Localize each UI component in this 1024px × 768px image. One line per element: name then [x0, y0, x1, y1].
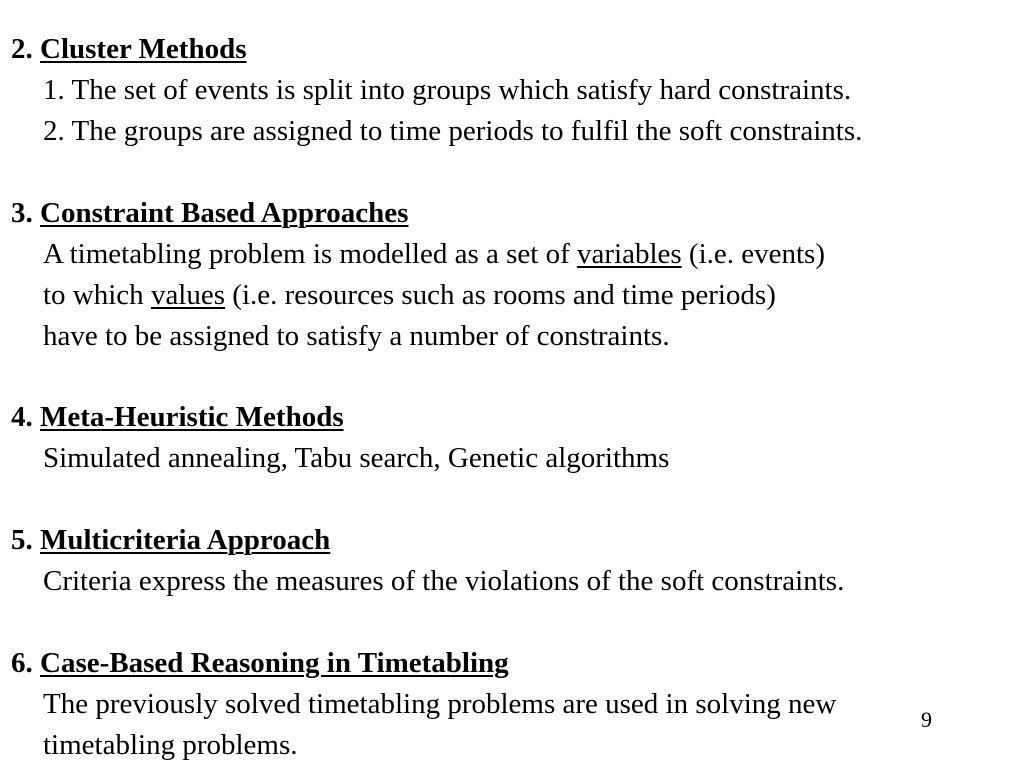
section-6-number: 6.	[11, 647, 33, 679]
section-4-line-1: Simulated annealing, Tabu search, Genetic algorithms	[43, 442, 670, 474]
section-2-number: 2.	[11, 33, 33, 65]
section-2-line-1: 1. The set of events is split into groups which satisfy hard constraints.	[43, 74, 852, 106]
section-5-number: 5.	[11, 524, 33, 556]
term-values: values	[150, 279, 226, 311]
section-6-title: Case-Based Reasoning in Timetabling	[40, 647, 509, 679]
section-2-heading	[11, 31, 246, 67]
section-3-line-2-before: to which	[43, 279, 151, 311]
section-3-line-3: have to be assigned to satisfy a number of constraints.	[43, 320, 670, 352]
section-4-number: 4.	[11, 401, 33, 433]
section-6-line-1: The previously solved timetabling problems are used in solving new	[43, 688, 837, 720]
section-3-line-2-after: (i.e. resources such as rooms and time periods)	[225, 279, 776, 311]
section-6-heading	[11, 645, 509, 681]
term-variables: variables	[576, 238, 682, 270]
section-3-line-2	[43, 277, 776, 313]
section-3-line-1-after: (i.e. events)	[681, 238, 825, 270]
section-5-heading	[11, 522, 330, 558]
section-4-heading	[11, 399, 344, 435]
section-5-title: Multicriteria Approach	[40, 524, 331, 556]
page-number: 9	[921, 707, 932, 732]
section-3-title: Constraint Based Approaches	[40, 197, 409, 229]
section-3-line-1-before: A timetabling problem is modelled as a set of	[43, 238, 577, 270]
section-4-title: Meta-Heuristic Methods	[40, 401, 344, 433]
section-3-number: 3.	[11, 197, 33, 229]
section-5-line-1: Criteria express the measures of the violations of the soft constraints.	[43, 565, 845, 597]
section-6-line-2: timetabling problems.	[43, 729, 298, 761]
section-3-heading	[11, 195, 408, 231]
section-2-title: Cluster Methods	[40, 33, 247, 65]
section-3-line-1	[43, 236, 825, 272]
section-2-line-2: 2. The groups are assigned to time periods to fulfil the soft constraints.	[43, 115, 863, 147]
